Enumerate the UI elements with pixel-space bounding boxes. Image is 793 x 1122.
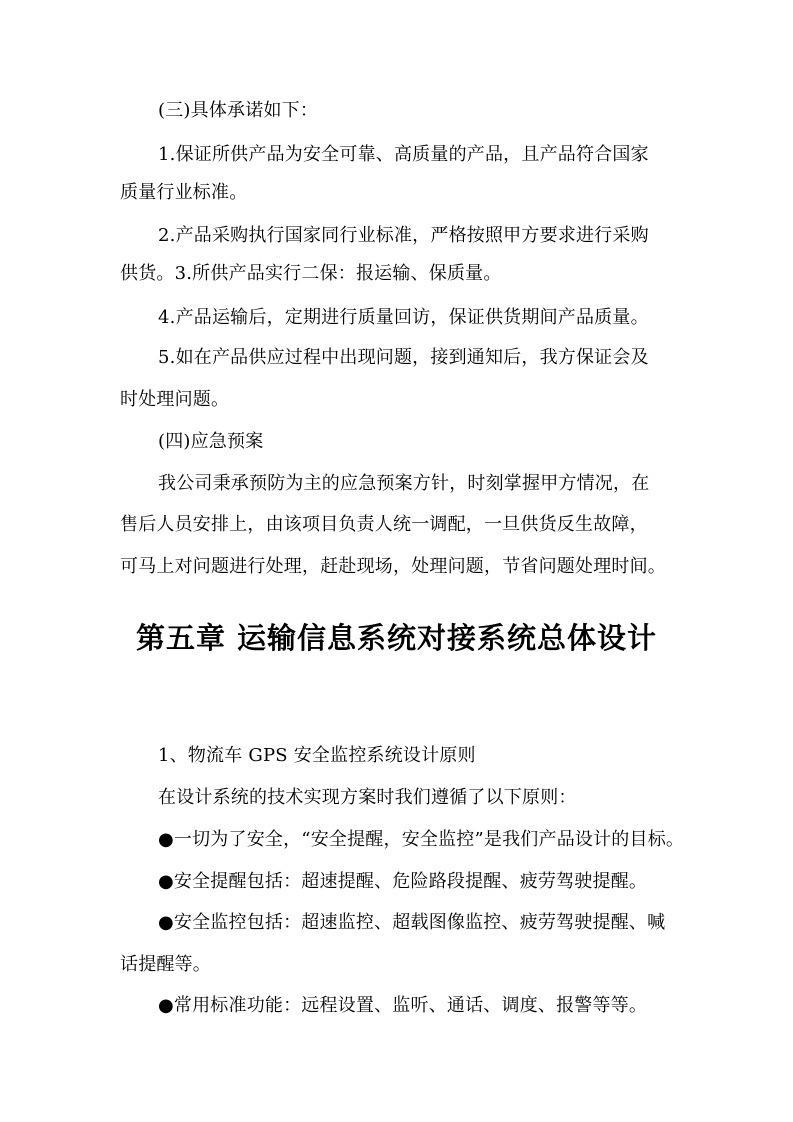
commitment-item-5-cont: 时处理问题。 bbox=[120, 389, 230, 410]
bullet-item-1: ●一切为了安全，“安全提醒，安全监控”是我们产品设计的目标。 bbox=[158, 829, 685, 850]
commitment-item-1: 1.保证所供产品为安全可靠、高质量的产品，且产品符合国家 bbox=[158, 144, 649, 165]
commitment-item-5: 5.如在产品供应过程中出现问题，接到通知后，我方保证会及 bbox=[158, 347, 649, 368]
principles-intro: 在设计系统的技术实现方案时我们遵循了以下原则： bbox=[158, 787, 577, 808]
subsection-title: 1、物流车 GPS 安全监控系统设计原则 bbox=[158, 745, 476, 766]
bullet-item-3-cont: 话提醒等。 bbox=[120, 954, 211, 975]
emergency-para-line-3: 可马上对问题进行处理，赶赴现场，处理问题，节省问题处理时间。 bbox=[120, 556, 666, 577]
bullet-item-3: ●安全监控包括：超速监控、超载图像监控、疲劳驾驶提醒、喊 bbox=[158, 912, 666, 933]
section-3-title: (三)具体承诺如下： bbox=[158, 100, 319, 121]
commitment-item-2-cont: 供货。3.所供产品实行二保：报运输、保质量。 bbox=[120, 263, 502, 284]
commitment-item-2: 2.产品采购执行国家同行业标准，严格按照甲方要求进行采购 bbox=[158, 225, 649, 246]
commitment-item-4: 4.产品运输后，定期进行质量回访，保证供货期间产品质量。 bbox=[158, 307, 649, 328]
bullet-item-4: ●常用标准功能：远程设置、监听、通话、调度、报警等等。 bbox=[158, 995, 648, 1016]
emergency-para-line-1: 我公司秉承预防为主的应急预案方针，时刻掌握甲方情况，在 bbox=[158, 473, 650, 494]
chapter-heading: 第五章 运输信息系统对接系统总体设计 bbox=[135, 621, 658, 655]
bullet-item-2: ●安全提醒包括：超速提醒、危险路段提醒、疲劳驾驶提醒。 bbox=[158, 871, 648, 892]
emergency-para-line-2: 售后人员安排上，由该项目负责人统一调配，一旦供货反生故障， bbox=[120, 514, 648, 535]
section-4-title: (四)应急预案 bbox=[158, 431, 264, 452]
commitment-item-1-cont: 质量行业标准。 bbox=[120, 182, 248, 203]
